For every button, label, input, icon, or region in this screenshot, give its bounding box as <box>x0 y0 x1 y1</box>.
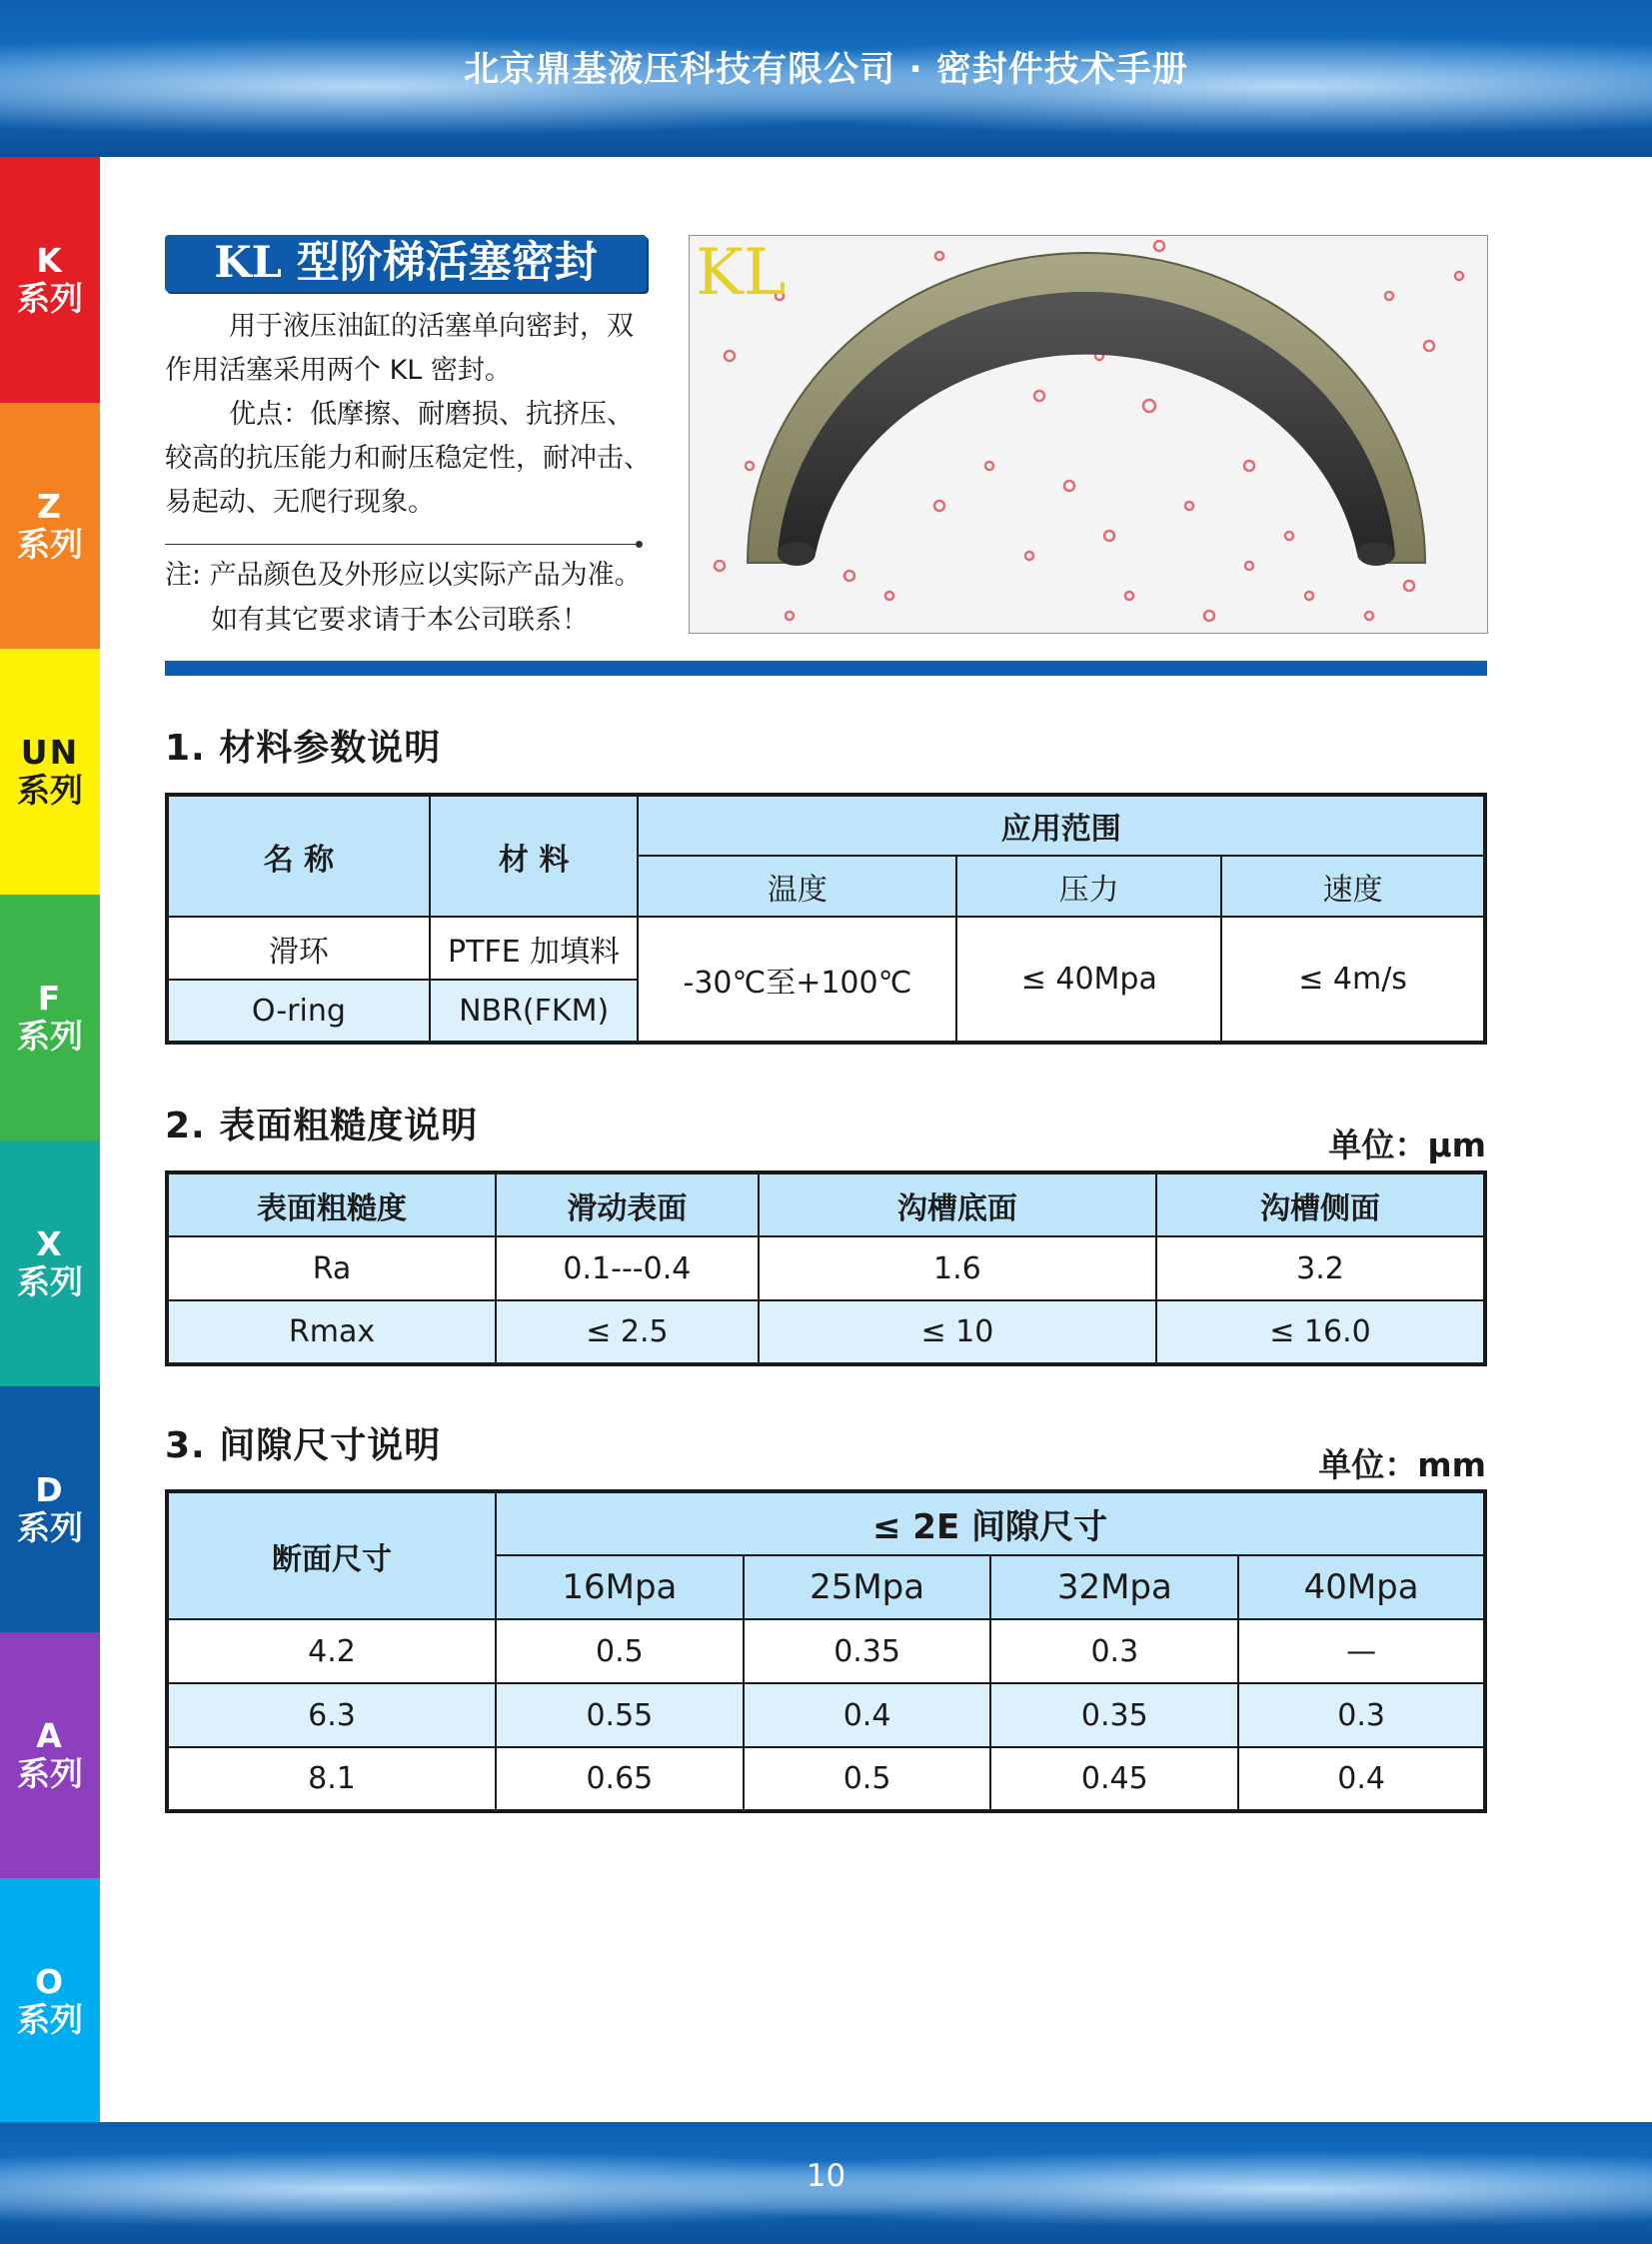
header-pressure: 压力 <box>956 856 1221 917</box>
header-25mpa: 25Mpa <box>744 1555 991 1619</box>
cell-pressure: ≤ 40Mpa <box>956 917 1221 1043</box>
tab-label: 系列 <box>17 1017 83 1056</box>
sidebar-tab-z[interactable] <box>0 403 100 649</box>
sidebar-tab-o[interactable] <box>0 1878 100 2124</box>
header-gap-size: ≤ 2E 间隙尺寸 <box>496 1491 1485 1555</box>
note-contact: 如有其它要求请于本公司联系！ <box>211 605 589 636</box>
cell-32mpa: 0.45 <box>990 1747 1238 1811</box>
table-row <box>167 1619 1485 1683</box>
table-row <box>167 1683 1485 1747</box>
tab-label: 系列 <box>17 1262 83 1301</box>
sidebar-tab-k[interactable] <box>0 157 100 403</box>
header-name: 名 称 <box>167 795 430 917</box>
section3-unit: 单位：mm <box>1318 1445 1486 1484</box>
header-title: 北京鼎基液压科技有限公司 · 密封件技术手册 <box>464 50 1188 90</box>
header-range: 应用范围 <box>638 795 1485 856</box>
header-16mpa: 16Mpa <box>496 1555 744 1619</box>
header-roughness: 表面粗糙度 <box>167 1172 496 1236</box>
sidebar-tab-un[interactable] <box>0 649 100 895</box>
cell-section: 6.3 <box>167 1683 496 1747</box>
tab-code: A <box>36 1716 64 1755</box>
cell-roughness: Rmax <box>167 1300 496 1364</box>
material-table <box>165 793 1487 1045</box>
description-advantages: 优点：低摩擦、耐磨损、抗挤压、较高的抗压能力和耐压稳定性，耐冲击、易起动、无爬行现象。 <box>165 399 651 518</box>
header-material: 材 料 <box>430 795 639 917</box>
sidebar-tab-a[interactable] <box>0 1632 100 1878</box>
cell-32mpa: 0.3 <box>990 1619 1238 1683</box>
cell-name: 滑环 <box>167 917 430 980</box>
cell-sliding: 0.1---0.4 <box>496 1236 759 1300</box>
header-sliding-surface: 滑动表面 <box>496 1172 759 1236</box>
header-40mpa: 40Mpa <box>1238 1555 1485 1619</box>
cell-roughness: Ra <box>167 1236 496 1300</box>
product-photo <box>689 235 1488 634</box>
section2-title: 2. 表面粗糙度说明 <box>165 1106 479 1146</box>
section-divider <box>165 661 1487 676</box>
tab-code: Z <box>37 487 63 526</box>
section1-title: 1. 材料参数说明 <box>165 728 442 769</box>
product-description <box>165 305 655 525</box>
cell-speed: ≤ 4m/s <box>1221 917 1485 1043</box>
cell-groove-bottom: 1.6 <box>759 1236 1156 1300</box>
clearance-table <box>165 1489 1487 1813</box>
tab-label: 系列 <box>17 1508 83 1547</box>
section2-unit: 单位：μm <box>1328 1125 1486 1164</box>
cell-material: NBR(FKM) <box>430 980 639 1043</box>
sidebar-tab-f[interactable] <box>0 895 100 1140</box>
photo-label: KL <box>696 236 787 310</box>
cell-material: PTFE 加填料 <box>430 917 639 980</box>
cell-32mpa: 0.35 <box>990 1683 1238 1747</box>
header-32mpa: 32Mpa <box>990 1555 1238 1619</box>
footer-banner <box>0 2122 1652 2244</box>
cell-16mpa: 0.5 <box>496 1619 744 1683</box>
cell-25mpa: 0.4 <box>744 1683 991 1747</box>
cell-sliding: ≤ 2.5 <box>496 1300 759 1364</box>
cell-groove-side: 3.2 <box>1156 1236 1485 1300</box>
page-number: 10 <box>806 2158 846 2194</box>
seal-ring-illustration <box>690 236 1487 633</box>
header-groove-side: 沟槽侧面 <box>1156 1172 1485 1236</box>
series-sidebar <box>0 157 100 2124</box>
tab-label: 系列 <box>17 279 83 318</box>
tab-label: 系列 <box>17 1754 83 1793</box>
tab-label: 系列 <box>17 525 83 564</box>
tab-code: X <box>36 1224 64 1263</box>
header-section-size: 断面尺寸 <box>167 1491 496 1619</box>
cell-25mpa: 0.35 <box>744 1619 991 1683</box>
tab-label: 系列 <box>17 771 83 810</box>
tab-code: O <box>34 1962 66 2001</box>
tab-code: K <box>36 241 64 280</box>
table-row <box>167 1300 1485 1364</box>
cell-groove-side: ≤ 16.0 <box>1156 1300 1485 1364</box>
cell-section: 4.2 <box>167 1619 496 1683</box>
header-groove-bottom: 沟槽底面 <box>759 1172 1156 1236</box>
roughness-table <box>165 1170 1487 1366</box>
header-banner <box>0 0 1652 157</box>
table-row <box>167 1747 1485 1811</box>
cell-name: O-ring <box>167 980 430 1043</box>
sidebar-tab-x[interactable] <box>0 1140 100 1386</box>
note-divider <box>165 544 637 545</box>
tab-code: UN <box>20 733 80 772</box>
table-row <box>167 917 1485 980</box>
cell-25mpa: 0.5 <box>744 1747 991 1811</box>
section3-title: 3. 间隙尺寸说明 <box>165 1425 442 1466</box>
description-usage: 用于液压油缸的活塞单向密封，双作用活塞采用两个 KL 密封。 <box>165 311 634 386</box>
cell-section: 8.1 <box>167 1747 496 1811</box>
cell-16mpa: 0.65 <box>496 1747 744 1811</box>
sidebar-tab-d[interactable] <box>0 1386 100 1632</box>
tab-code: F <box>37 979 63 1018</box>
cell-40mpa: — <box>1238 1619 1485 1683</box>
cell-groove-bottom: ≤ 10 <box>759 1300 1156 1364</box>
header-speed: 速度 <box>1221 856 1485 917</box>
cell-40mpa: 0.4 <box>1238 1747 1485 1811</box>
note-color: 注: 产品颜色及外形应以实际产品为准。 <box>165 560 642 591</box>
tab-label: 系列 <box>17 2000 83 2039</box>
header-temperature: 温度 <box>638 856 956 917</box>
cell-temperature: -30℃至+100℃ <box>638 917 956 1043</box>
table-row <box>167 1236 1485 1300</box>
product-note <box>165 553 655 643</box>
cell-16mpa: 0.55 <box>496 1683 744 1747</box>
product-title: KL 型阶梯活塞密封 <box>165 235 647 292</box>
cell-40mpa: 0.3 <box>1238 1683 1485 1747</box>
tab-code: D <box>35 1470 65 1509</box>
